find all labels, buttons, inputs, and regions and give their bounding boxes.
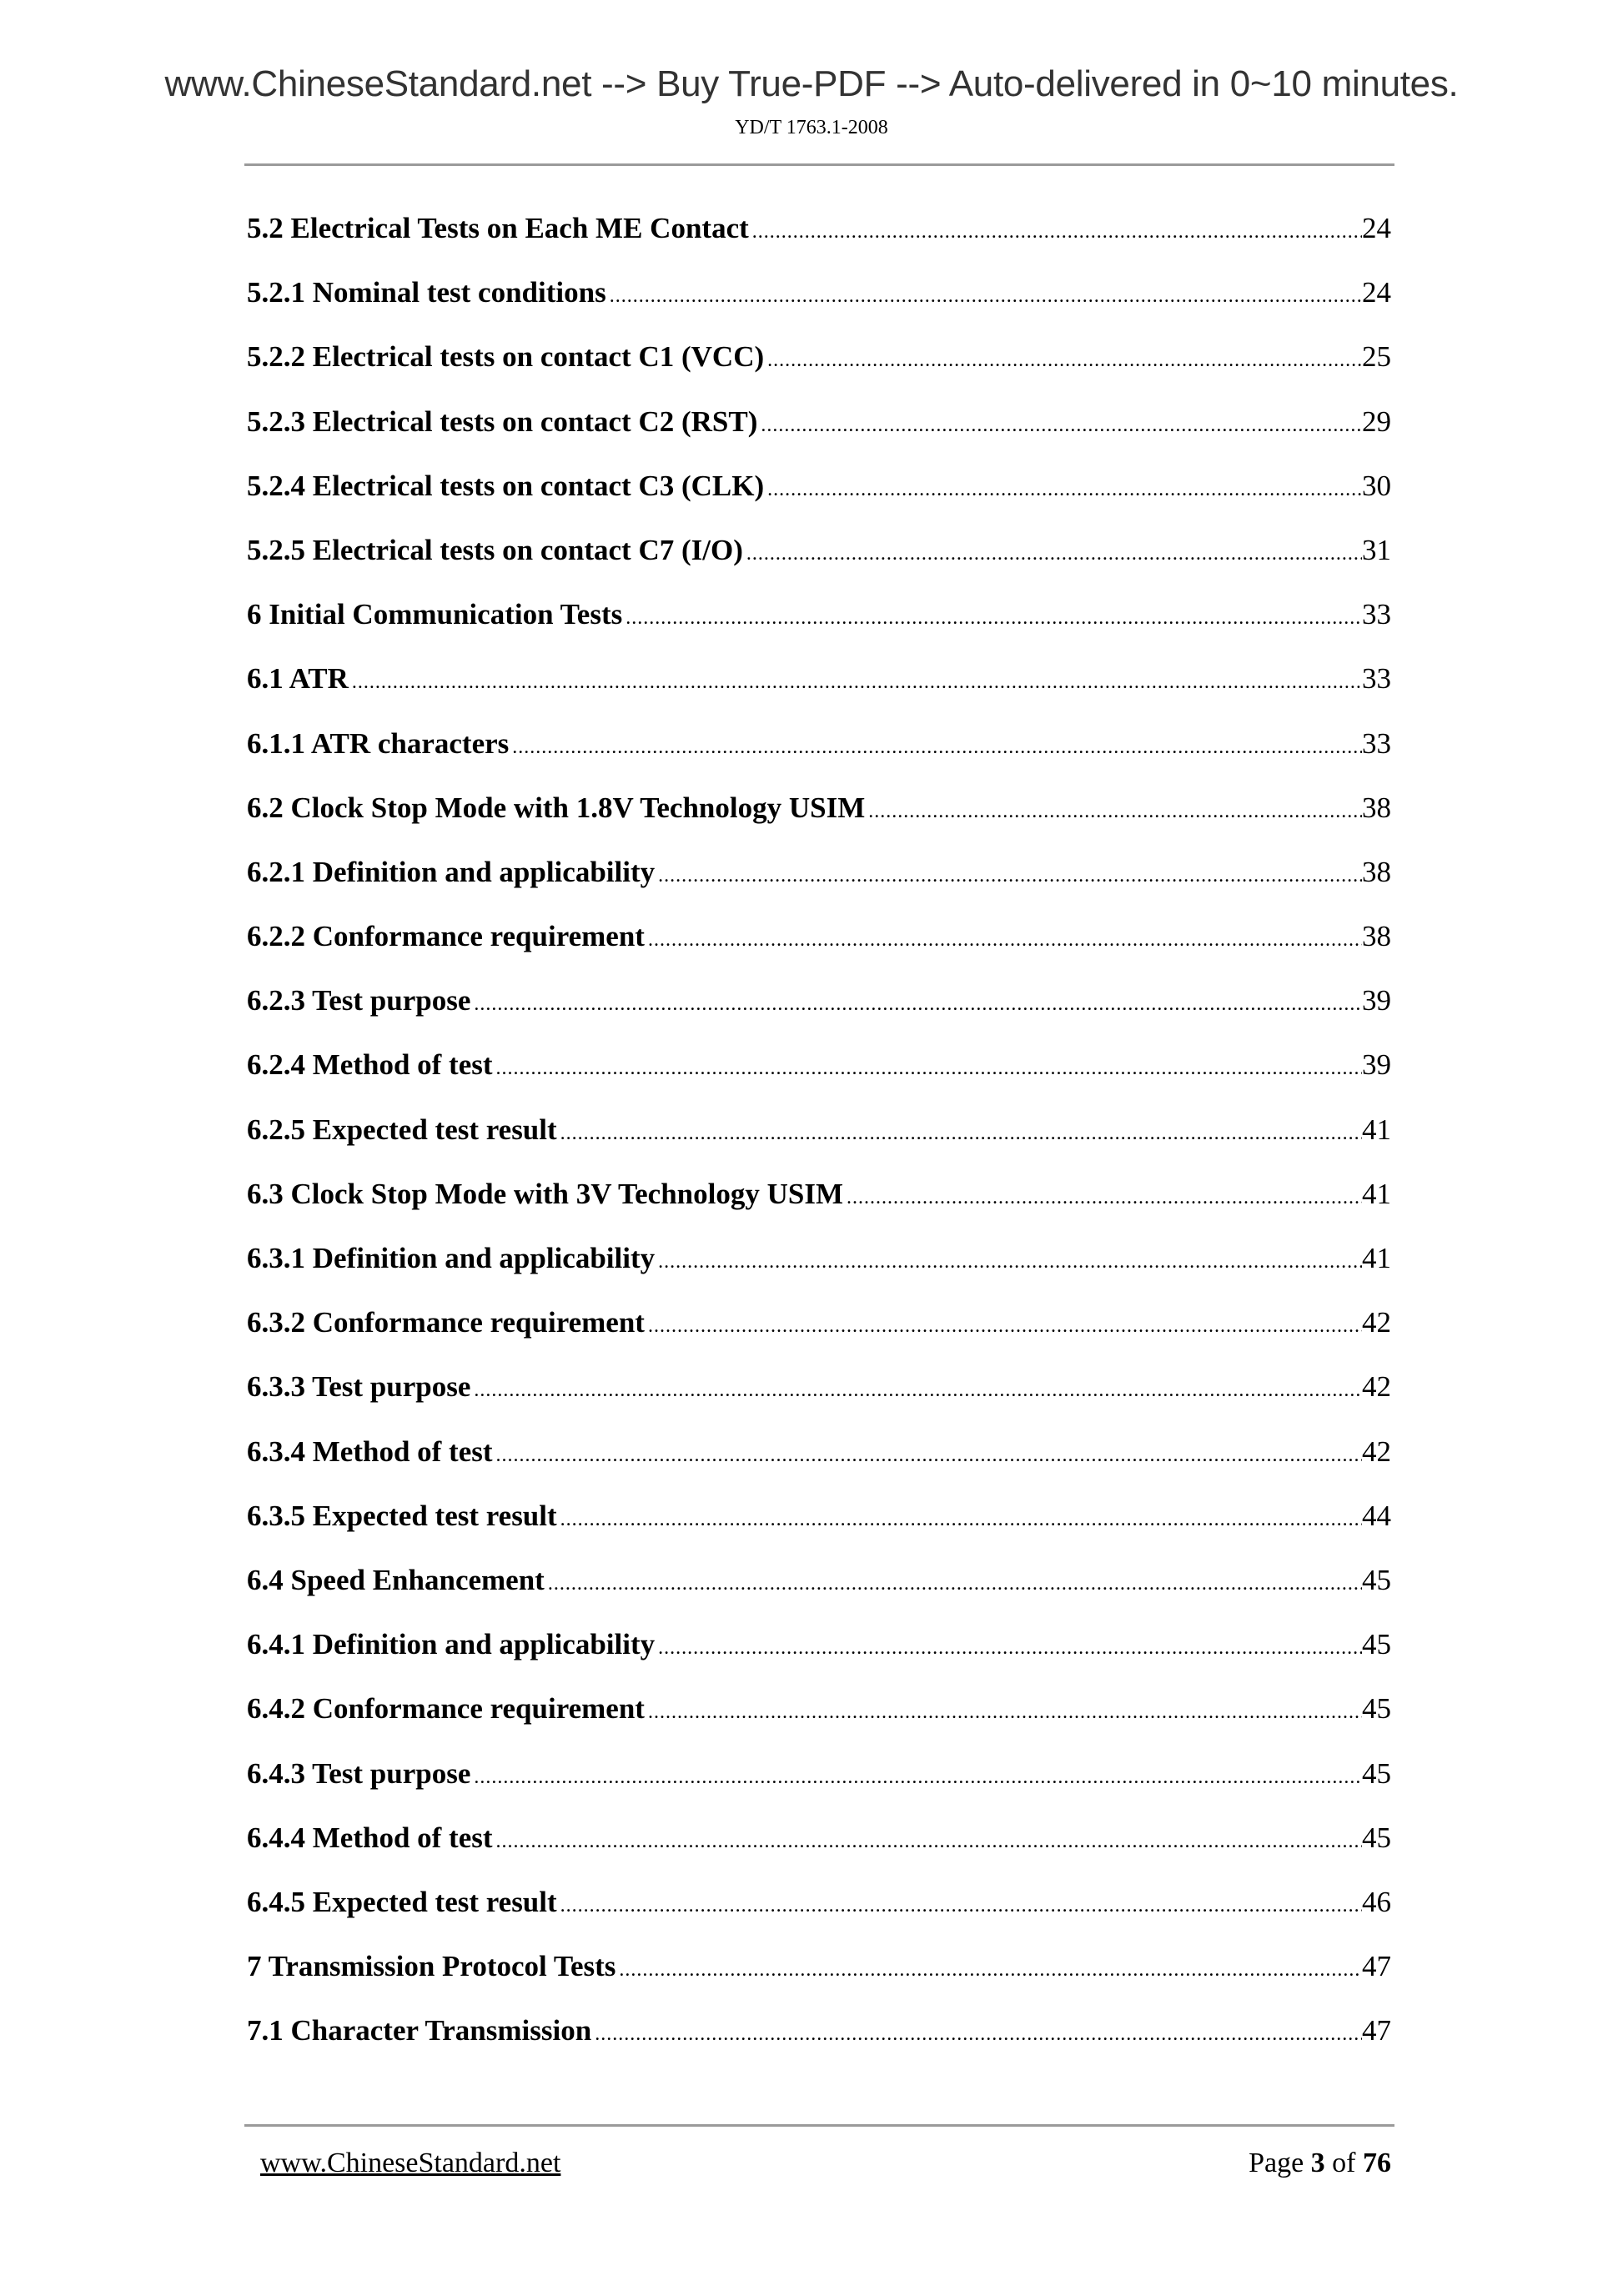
dot-leader (622, 607, 1362, 630)
toc-entry-page: 41 (1362, 1242, 1391, 1274)
toc-entry-title: 6.2 Clock Stop Mode with 1.8V Technology USIM (247, 791, 866, 824)
toc-entry-page: 29 (1362, 404, 1391, 438)
toc-entry-page: 33 (1362, 726, 1391, 760)
toc-entry[interactable] (247, 920, 1391, 984)
toc-entry-title: 5.2.5 Electrical tests on contact C7 (I/O) (247, 533, 743, 566)
footer-site-link[interactable]: www.ChineseStandard.net (260, 2148, 561, 2178)
toc-entry-page: 38 (1362, 791, 1391, 824)
dot-leader (616, 1959, 1362, 1982)
toc-entry-page: 38 (1362, 920, 1391, 953)
toc-entry[interactable] (247, 1628, 1391, 1692)
toc-entry-page: 42 (1362, 1434, 1391, 1468)
dot-leader (645, 1701, 1362, 1724)
toc-entry-page: 33 (1362, 598, 1391, 631)
dot-leader (645, 929, 1362, 952)
toc-entry-title: 6.3.3 Test purpose (247, 1370, 471, 1404)
toc-entry-title: 6.3 Clock Stop Mode with 3V Technology USIM (247, 1177, 844, 1210)
toc-entry-title: 5.2 Electrical Tests on Each ME Contact (247, 212, 749, 244)
toc-entry[interactable] (247, 534, 1391, 598)
toc-entry[interactable] (247, 1564, 1391, 1628)
toc-entry[interactable] (247, 1757, 1391, 1821)
toc-entry-page: 24 (1362, 212, 1391, 244)
promo-banner: www.ChineseStandard.net --> Buy True-PDF --> Auto-delivered in 0~10 minutes. (164, 63, 1459, 104)
toc-entry-title: 6.1.1 ATR characters (247, 726, 510, 760)
toc-entry[interactable] (247, 1370, 1391, 1434)
toc-entry-title: 6.4.1 Definition and applicability (247, 1628, 656, 1661)
toc-entry[interactable] (247, 405, 1391, 470)
toc-entry-page: 45 (1362, 1756, 1391, 1790)
toc-entry[interactable] (247, 1821, 1391, 1886)
toc-entry-title: 5.2.1 Nominal test conditions (247, 276, 606, 309)
toc-entry-title: 6.1 ATR (247, 662, 349, 696)
toc-entry[interactable] (247, 276, 1391, 340)
dot-leader (493, 1058, 1362, 1080)
toc-entry[interactable] (247, 727, 1391, 791)
toc-entry[interactable] (247, 984, 1391, 1048)
toc-entry[interactable] (247, 1048, 1391, 1113)
toc-entry-title: 6.2.1 Definition and applicability (247, 855, 656, 888)
toc-entry-title: 6.3.5 Expected test result (247, 1499, 557, 1532)
dot-leader (470, 1379, 1362, 1402)
toc-entry-title: 6.2.4 Method of test (247, 1048, 493, 1082)
table-of-contents (247, 212, 1391, 2078)
dot-leader (493, 1444, 1362, 1467)
toc-entry-title: 6.2.2 Conformance requirement (247, 920, 645, 953)
footer-divider (244, 2124, 1394, 2127)
toc-entry[interactable] (247, 598, 1391, 662)
toc-entry[interactable] (247, 1950, 1391, 2014)
toc-entry[interactable] (247, 470, 1391, 534)
dot-leader (757, 414, 1362, 437)
toc-entry-page: 39 (1362, 1048, 1391, 1082)
toc-entry[interactable] (247, 1113, 1391, 1178)
dot-leader (843, 1187, 1362, 1209)
toc-entry-page: 45 (1362, 1692, 1391, 1726)
toc-entry-title: 6.3.2 Conformance requirement (247, 1306, 645, 1339)
dot-leader (606, 285, 1362, 308)
standard-number: YD/T 1763.1-2008 (735, 117, 888, 138)
dot-leader (591, 2023, 1362, 2046)
dot-leader (557, 1123, 1362, 1145)
toc-entry[interactable] (247, 1435, 1391, 1500)
toc-entry-title: 6.4.2 Conformance requirement (247, 1692, 645, 1726)
toc-entry-page: 30 (1362, 469, 1391, 502)
toc-entry-title: 6.3.4 Method of test (247, 1434, 493, 1468)
toc-entry[interactable] (247, 1886, 1391, 1950)
dot-leader (470, 1766, 1362, 1789)
toc-entry-page: 25 (1362, 340, 1391, 374)
dot-leader (349, 671, 1362, 694)
toc-entry-page: 42 (1362, 1370, 1391, 1404)
toc-entry-page: 47 (1362, 1950, 1391, 1983)
toc-entry-page: 24 (1362, 276, 1391, 309)
toc-entry-page: 47 (1362, 2014, 1391, 2047)
dot-leader (764, 479, 1362, 501)
dot-leader (509, 736, 1362, 759)
toc-entry-page: 38 (1362, 855, 1391, 888)
toc-entry-page: 46 (1362, 1885, 1391, 1918)
toc-entry-title: 5.2.2 Electrical tests on contact C1 (VCC) (247, 340, 765, 374)
total-pages: 76 (1363, 2148, 1391, 2178)
page-label: Page (1249, 2148, 1304, 2178)
toc-entry[interactable] (247, 1692, 1391, 1756)
of-label: of (1332, 2148, 1356, 2178)
dot-leader (865, 801, 1362, 823)
dot-leader (743, 543, 1362, 565)
toc-entry-page: 33 (1362, 662, 1391, 696)
toc-entry[interactable] (247, 340, 1391, 404)
toc-entry-title: 6.4.4 Method of test (247, 1821, 493, 1854)
toc-entry-title: 5.2.3 Electrical tests on contact C2 (RST) (247, 404, 758, 438)
dot-leader (655, 1637, 1362, 1660)
toc-entry-title: 7 Transmission Protocol Tests (247, 1950, 616, 1983)
toc-entry-page: 44 (1362, 1499, 1391, 1532)
dot-leader (557, 1509, 1362, 1531)
toc-entry[interactable] (247, 1242, 1391, 1306)
toc-entry-title: 6.4.5 Expected test result (247, 1885, 557, 1918)
dot-leader (764, 349, 1362, 372)
toc-entry-title: 6.2.5 Expected test result (247, 1113, 557, 1146)
dot-leader (493, 1831, 1362, 1853)
toc-entry[interactable] (247, 1306, 1391, 1370)
toc-entry-page: 42 (1362, 1306, 1391, 1339)
current-page: 3 (1310, 2148, 1325, 2178)
header-divider (244, 163, 1394, 166)
toc-entry-title: 7.1 Character Transmission (247, 2014, 592, 2047)
toc-entry-page: 31 (1362, 533, 1391, 566)
toc-entry-title: 6.4 Speed Enhancement (247, 1563, 545, 1596)
toc-entry[interactable] (247, 1500, 1391, 1564)
toc-entry[interactable] (247, 791, 1391, 856)
dot-leader (557, 1895, 1362, 1917)
toc-entry-page: 45 (1362, 1628, 1391, 1661)
toc-entry-page: 45 (1362, 1821, 1391, 1854)
toc-entry-title: 6.3.1 Definition and applicability (247, 1242, 656, 1274)
toc-entry-page: 39 (1362, 984, 1391, 1017)
toc-entry-title: 6 Initial Communication Tests (247, 598, 623, 631)
dot-leader (749, 221, 1362, 244)
toc-entry[interactable] (247, 212, 1391, 276)
dot-leader (645, 1315, 1362, 1338)
dot-leader (545, 1573, 1362, 1595)
toc-entry[interactable] (247, 1178, 1391, 1242)
toc-entry[interactable] (247, 662, 1391, 726)
dot-leader (655, 1251, 1362, 1274)
dot-leader (655, 865, 1362, 887)
toc-entry[interactable] (247, 856, 1391, 920)
toc-entry-title: 5.2.4 Electrical tests on contact C3 (CLK) (247, 469, 765, 502)
toc-entry-page: 45 (1362, 1563, 1391, 1596)
dot-leader (470, 993, 1362, 1016)
toc-entry[interactable] (247, 2014, 1391, 2078)
toc-entry-title: 6.4.3 Test purpose (247, 1756, 471, 1790)
toc-entry-title: 6.2.3 Test purpose (247, 984, 471, 1017)
page-indicator (1249, 2148, 1391, 2179)
toc-entry-page: 41 (1362, 1177, 1391, 1210)
toc-entry-page: 41 (1362, 1113, 1391, 1146)
